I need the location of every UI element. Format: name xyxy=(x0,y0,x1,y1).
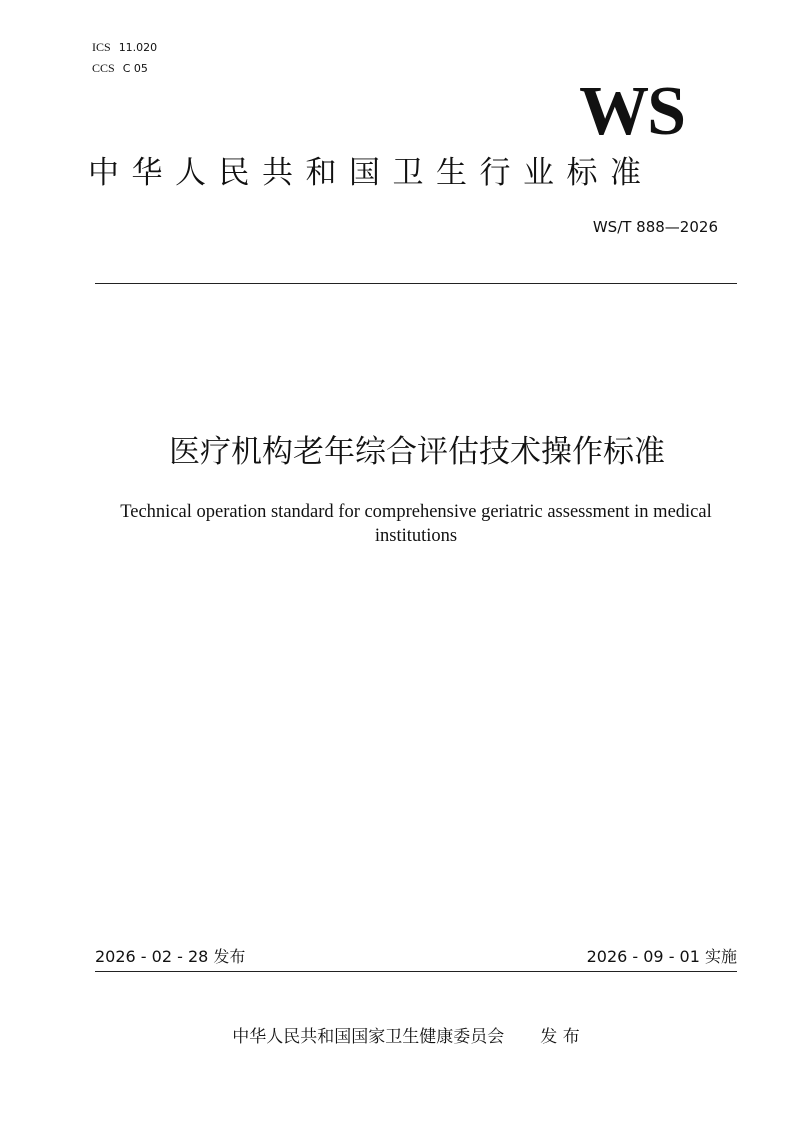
bottom-divider xyxy=(95,971,737,972)
ics-label: ICS xyxy=(92,40,111,54)
ccs-classification xyxy=(92,61,148,76)
org-title: 中华人民共和国卫生行业标准 xyxy=(88,155,654,191)
ws-logo: WS xyxy=(579,73,684,150)
standard-number: WS/T 888—2026 xyxy=(592,218,718,236)
issuer-line xyxy=(0,1025,794,1049)
document-title-english: Technical operation standard for comprehensive geriatric assessment in medical institutions xyxy=(120,502,712,546)
ics-classification xyxy=(92,40,157,55)
publish-date: 2026 - 02 - 28 发布 xyxy=(95,947,246,966)
effective-date: 2026 - 09 - 01 实施 xyxy=(586,947,737,966)
ics-code: 11.020 xyxy=(118,41,158,54)
top-divider xyxy=(95,283,737,284)
issuer-name: 中华人民共和国国家卫生健康委员会 xyxy=(232,1027,505,1047)
ccs-label: CCS xyxy=(92,61,115,75)
ccs-code: C 05 xyxy=(122,62,148,75)
issuer-action: 发 布 xyxy=(540,1027,580,1047)
document-title-chinese: 医疗机构老年综合评估技术操作标准 xyxy=(169,434,665,470)
